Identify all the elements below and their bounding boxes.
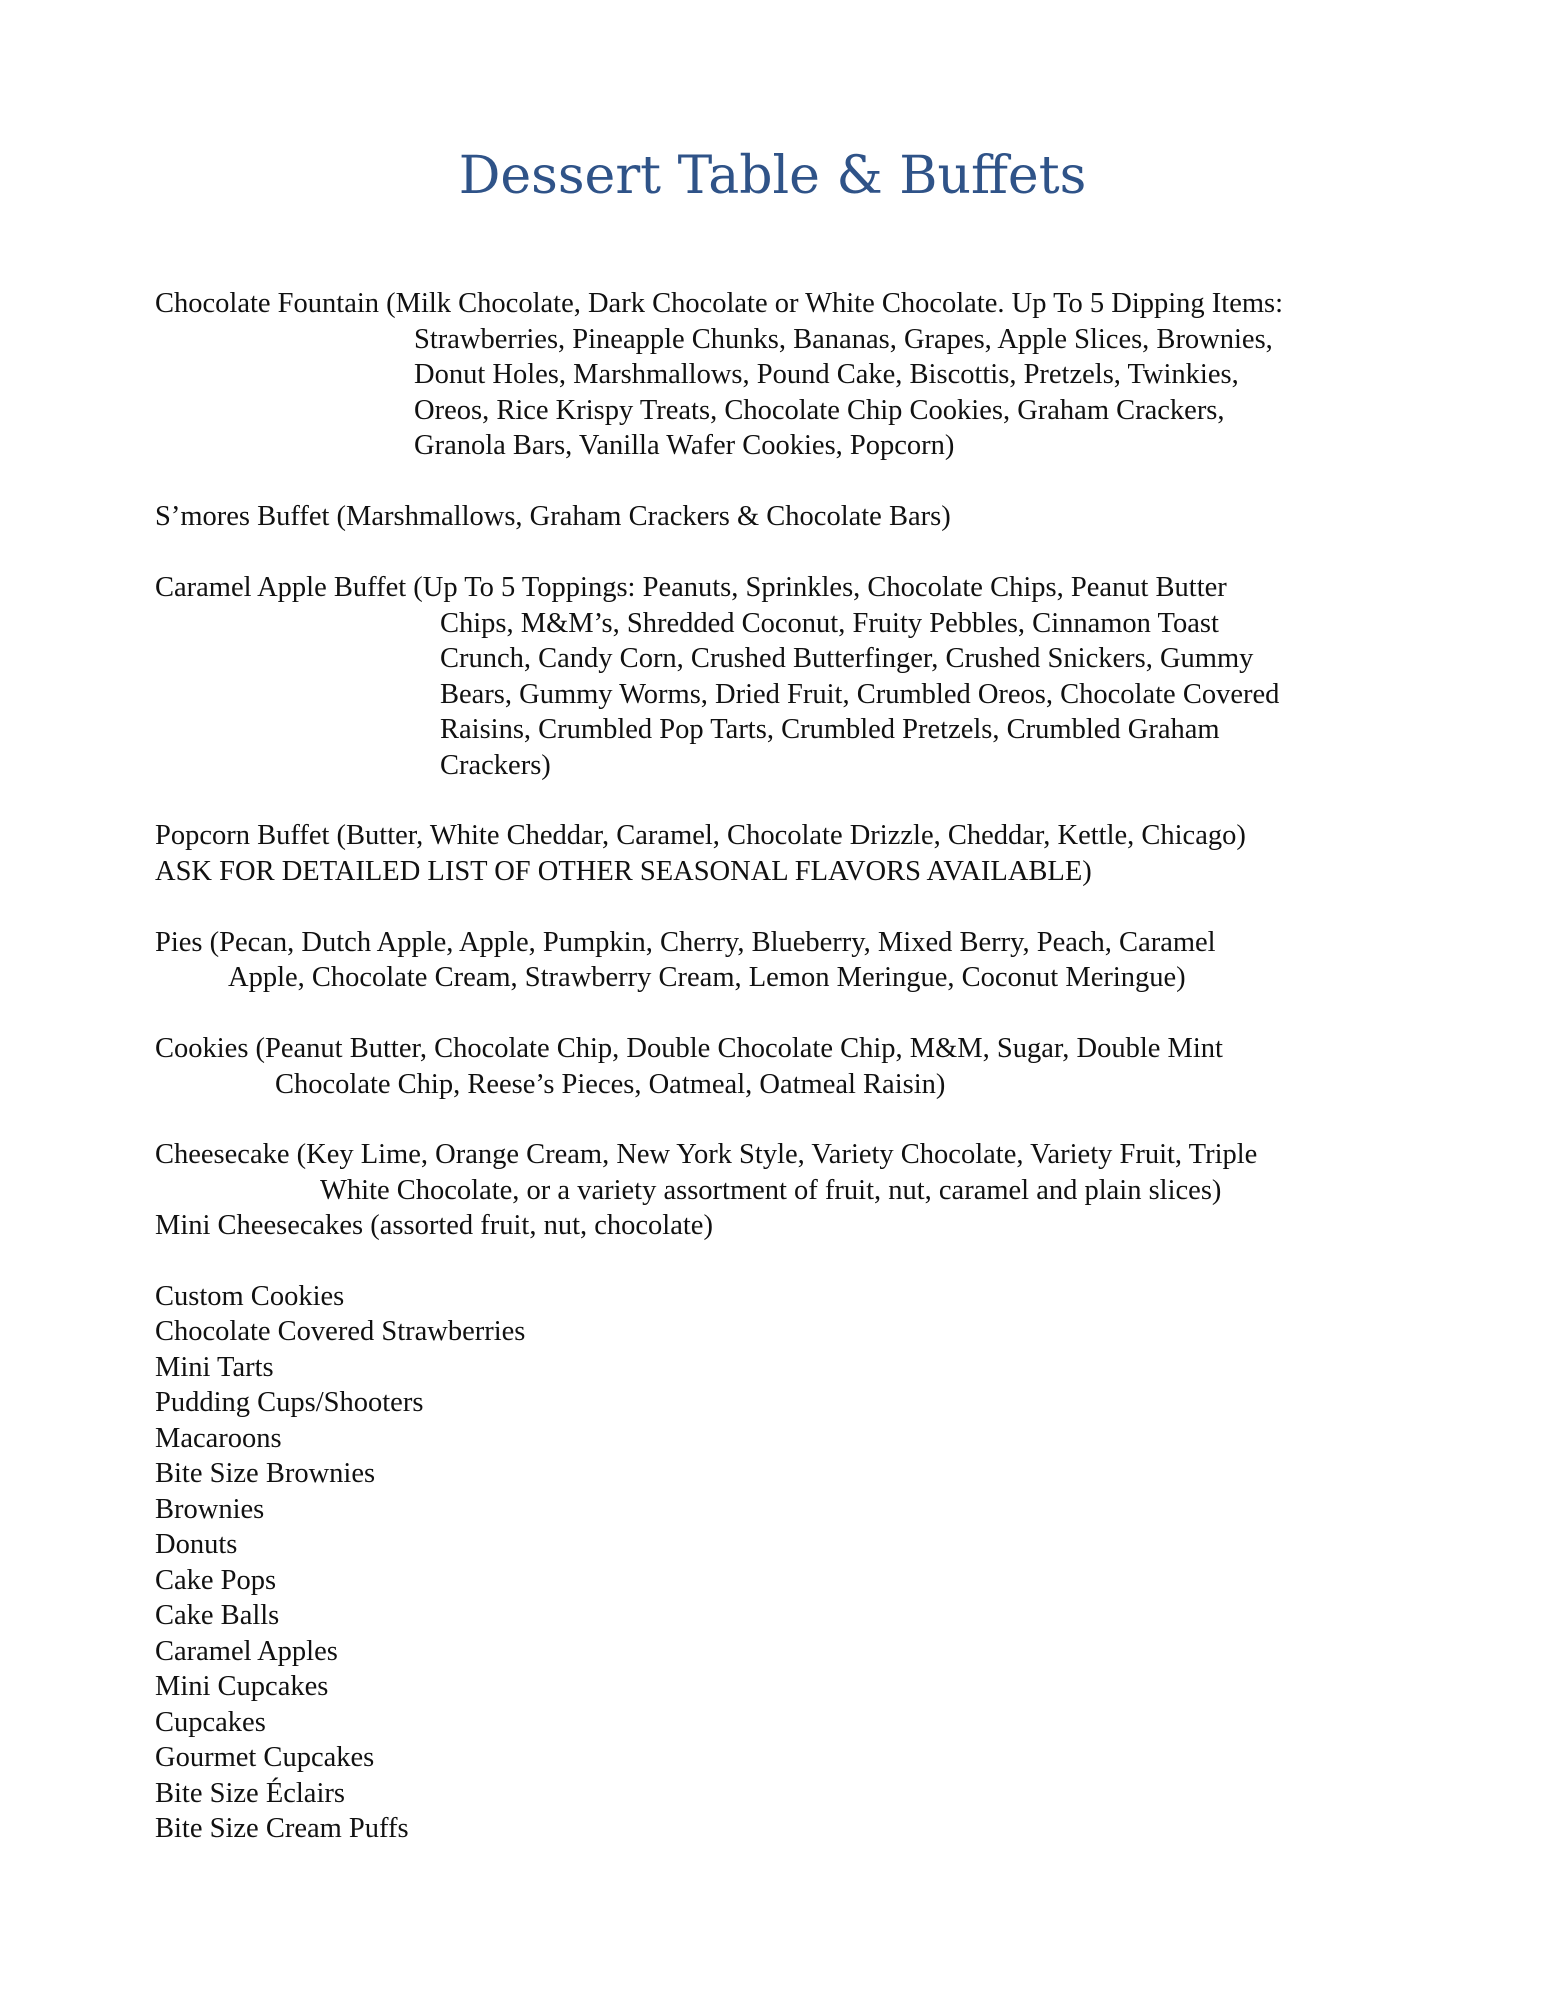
page-title: Dessert Table & Buffets — [458, 146, 1087, 206]
smores-buffet-line: S’mores Buffet (Marshmallows, Graham Crackers & Chocolate Bars) — [155, 501, 951, 532]
caramel-apple-buffet-line-5: Raisins, Crumbled Pop Tarts, Crumbled Pretzels, Crumbled Graham — [440, 714, 1220, 745]
list-item: Cake Balls — [155, 1600, 280, 1631]
caramel-apple-buffet-line-3: Crunch, Candy Corn, Crushed Butterfinger, Crushed Snickers, Gummy — [440, 643, 1254, 674]
caramel-apple-buffet-line-2: Chips, M&M’s, Shredded Coconut, Fruity Pebbles, Cinnamon Toast — [440, 608, 1219, 639]
popcorn-buffet-line-1: Popcorn Buffet (Butter, White Cheddar, Caramel, Chocolate Drizzle, Cheddar, Kettle, Chicago) — [155, 820, 1246, 851]
chocolate-fountain-line-1: Chocolate Fountain (Milk Chocolate, Dark Chocolate or White Chocolate. Up To 5 Dipping Items: — [155, 288, 1284, 319]
cookies-line-1: Cookies (Peanut Butter, Chocolate Chip, Double Chocolate Chip, M&M, Sugar, Double Mint — [155, 1033, 1223, 1064]
list-item: Brownies — [155, 1494, 265, 1525]
list-item: Custom Cookies — [155, 1281, 345, 1312]
list-item: Donuts — [155, 1529, 238, 1560]
pies-line-2: Apple, Chocolate Cream, Strawberry Cream, Lemon Meringue, Coconut Meringue) — [228, 962, 1186, 993]
list-item: Bite Size Éclairs — [155, 1778, 345, 1809]
caramel-apple-buffet-line-1: Caramel Apple Buffet (Up To 5 Toppings: Peanuts, Sprinkles, Chocolate Chips, Peanut Butter — [155, 572, 1227, 603]
list-item: Cake Pops — [155, 1565, 277, 1596]
list-item: Mini Tarts — [155, 1352, 274, 1383]
list-item: Cupcakes — [155, 1707, 266, 1738]
list-item: Caramel Apples — [155, 1636, 338, 1667]
cookies-line-2: Chocolate Chip, Reese’s Pieces, Oatmeal, Oatmeal Raisin) — [275, 1069, 946, 1100]
caramel-apple-buffet-line-4: Bears, Gummy Worms, Dried Fruit, Crumbled Oreos, Chocolate Covered — [440, 679, 1280, 710]
chocolate-fountain-line-4: Oreos, Rice Krispy Treats, Chocolate Chip Cookies, Graham Crackers, — [414, 395, 1225, 426]
list-item: Pudding Cups/Shooters — [155, 1387, 424, 1418]
chocolate-fountain-line-5: Granola Bars, Vanilla Wafer Cookies, Popcorn) — [414, 430, 955, 461]
caramel-apple-buffet-line-6: Crackers) — [440, 750, 551, 781]
cheesecake-line-1: Cheesecake (Key Lime, Orange Cream, New York Style, Variety Chocolate, Variety Fruit, Triple — [155, 1139, 1258, 1170]
pies-line-1: Pies (Pecan, Dutch Apple, Apple, Pumpkin, Cherry, Blueberry, Mixed Berry, Peach, Caramel — [155, 927, 1216, 958]
list-item: Bite Size Brownies — [155, 1458, 376, 1489]
popcorn-buffet-line-2: ASK FOR DETAILED LIST OF OTHER SEASONAL FLAVORS AVAILABLE) — [155, 856, 1092, 887]
list-item: Macaroons — [155, 1423, 282, 1454]
cheesecake-line-2: White Chocolate, or a variety assortment of fruit, nut, caramel and plain slices) — [320, 1175, 1222, 1206]
list-item: Gourmet Cupcakes — [155, 1742, 375, 1773]
chocolate-fountain-line-3: Donut Holes, Marshmallows, Pound Cake, Biscottis, Pretzels, Twinkies, — [414, 359, 1239, 390]
chocolate-fountain-line-2: Strawberries, Pineapple Chunks, Bananas, Grapes, Apple Slices, Brownies, — [414, 324, 1273, 355]
list-item: Chocolate Covered Strawberries — [155, 1316, 526, 1347]
list-item: Mini Cupcakes — [155, 1671, 329, 1702]
list-item: Bite Size Cream Puffs — [155, 1813, 409, 1844]
mini-cheesecakes-line: Mini Cheesecakes (assorted fruit, nut, chocolate) — [155, 1210, 713, 1241]
